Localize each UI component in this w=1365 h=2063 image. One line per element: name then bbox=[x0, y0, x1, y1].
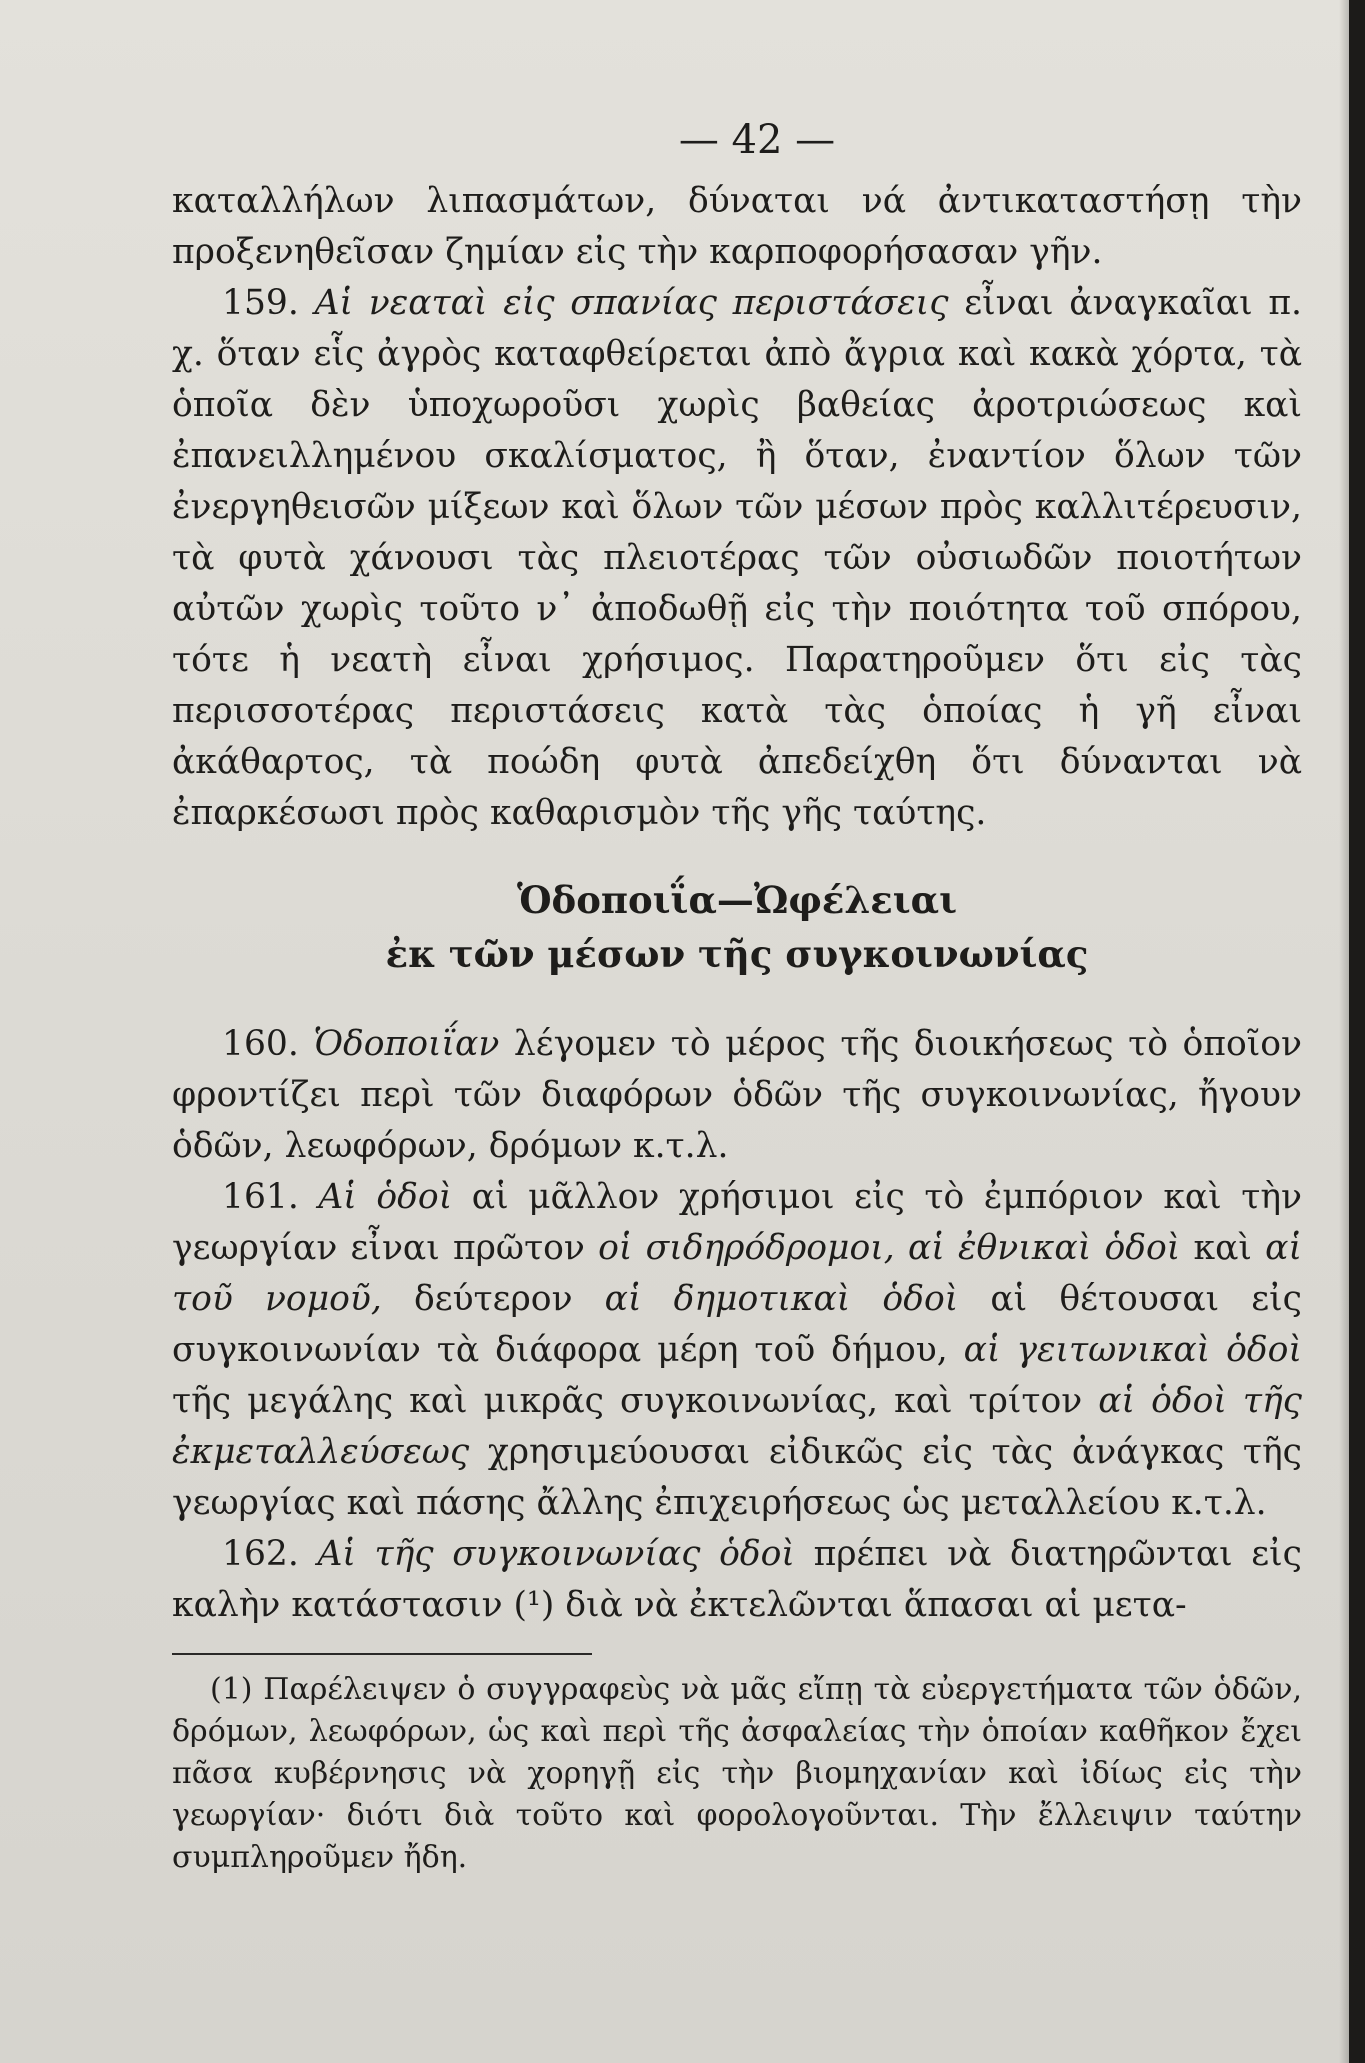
paragraph-161-text-1: αἱ μᾶλλον χρήσιμοι εἰς τὸ ἐμπόριον καὶ τὴν γεωργίαν εἶναι πρῶτον bbox=[172, 1177, 1302, 1268]
paragraph-161-text-6: χρησιμεύουσαι εἰδικῶς εἰς τὰς ἀνάγκας τῆς γεωργίας καὶ πάσης ἄλλης ἐπιχειρήσεως ὡς μεταλλείου κ.τ.λ. bbox=[172, 1432, 1302, 1523]
footnote-text: Παρέλειψεν ὁ συγγραφεὺς νὰ μᾶς εἴπῃ τὰ εὐεργετήματα τῶν ὁδῶν, δρόμων, λεωφόρων, ὡς καὶ περὶ τῆς ἀσφαλείας τὴν ὁποίαν καθῆκον ἔχει πᾶσα κυβέρνησις νὰ χορηγῇ εἰς τὴν βιομηχανίαν καὶ ἰδίως εἰς τὴν γεωργίαν· διότι διὰ τοῦτο καὶ φορολογοῦνται. Τὴν ἔλλειψιν ταύτην συμπληροῦμεν ἤδη. bbox=[172, 1672, 1302, 1875]
paragraph-159 bbox=[172, 278, 1302, 839]
section-heading bbox=[172, 873, 1302, 981]
paragraph-continuation bbox=[172, 176, 1302, 278]
paragraph-160-italic: Ὁδοποιΐαν bbox=[313, 1024, 500, 1064]
paragraph-161-italic-1: Αἱ ὁδοὶ bbox=[318, 1177, 453, 1217]
paragraph-161-text-5: τῆς μεγάλης καὶ μικρᾶς συγκοινωνίας, καὶ τρίτον bbox=[172, 1381, 1099, 1421]
paragraph-160 bbox=[172, 1019, 1302, 1172]
paragraph-162-text-1: πρέπει νὰ διατηρῶνται εἰς καλὴν κατάστασιν bbox=[172, 1534, 1302, 1625]
page-edge-shadow bbox=[1339, 0, 1349, 2063]
paragraph-162 bbox=[172, 1529, 1302, 1631]
paragraph-number-161: 161. bbox=[222, 1177, 299, 1217]
page-number: — 42 — bbox=[678, 117, 836, 163]
paragraph-number-160: 160. bbox=[222, 1024, 299, 1064]
text-block bbox=[172, 110, 1302, 1879]
paragraph-159-italic: Αἱ νεαταὶ εἰς σπανίας περιστάσεις bbox=[314, 283, 949, 323]
footnote-divider bbox=[172, 1653, 592, 1655]
section-heading-line-1: Ὁδοποιΐα—Ὠφέλειαι bbox=[516, 878, 958, 922]
paragraph-161-italic-3: αἱ τοῦ νομοῦ, bbox=[172, 1228, 1302, 1319]
continuation-text: καταλλήλων λιπασμάτων, δύναται νά ἀντικαταστήσῃ τὴν προξενηθεῖσαν ζημίαν εἰς τὴν καρποφορήσασαν γῆν. bbox=[172, 181, 1302, 272]
paragraph-162-italic: Αἱ τῆς συγκοινωνίας ὁδοὶ bbox=[317, 1534, 795, 1574]
paragraph-161 bbox=[172, 1172, 1302, 1529]
paragraph-161-italic-2: οἱ σιδηρόδρομοι, αἱ ἐθνικαὶ ὁδοὶ bbox=[598, 1228, 1181, 1268]
paragraph-161-italic-4: αἱ δημοτικαὶ ὁδοὶ bbox=[604, 1279, 959, 1319]
footnote bbox=[172, 1669, 1302, 1879]
paragraph-160-text: λέγομεν τὸ μέρος τῆς διοικήσεως τὸ ὁποῖον φροντίζει περὶ τῶν διαφόρων ὁδῶν τῆς συγκοινωνίας, ἤγουν ὁδῶν, λεωφόρων, δρόμων κ.τ.λ. bbox=[172, 1024, 1303, 1166]
footnote-reference[interactable]: (¹) bbox=[513, 1585, 555, 1625]
paragraph-number-159: 159. bbox=[222, 283, 299, 323]
paragraph-159-text: εἶναι ἀναγκαῖαι π. χ. ὅταν εἷς ἀγρὸς καταφθείρεται ἀπὸ ἄγρια καὶ κακὰ χόρτα, τὰ ὁποῖα δὲν ὑποχωροῦσι χωρὶς βαθείας ἀροτριώσεως καὶ ἐπανειλλημένου σκαλίσματος, ἢ ὅταν, ἐναντίον ὅλων τῶν ἐνεργηθεισῶν μίξεων καὶ ὅλων τῶν μέσων πρὸς καλλιτέρευσιν, τὰ φυτὰ χάνουσι τὰς πλειοτέρας τῶν οὐσιωδῶν ποιοτήτων αὐτῶν χωρὶς τοῦτο ν᾽ ἀποδωθῇ εἰς τὴν ποιότητα τοῦ σπόρου, τότε ἡ νεατὴ εἶναι χρήσιμος. Παρατηροῦμεν ὅτι εἰς τὰς περισσοτέρας περιστάσεις κατὰ τὰς ὁποίας ἡ γῆ εἶναι ἀκάθαρτος, τὰ ποώδη φυτὰ ἀπεδείχθη ὅτι δύνανται νὰ ἐπαρκέσωσι πρὸς καθαρισμὸν τῆς γῆς ταύτης. bbox=[172, 283, 1302, 833]
paragraph-161-italic-6: αἱ ὁδοὶ τῆς ἐκμεταλλεύσεως bbox=[172, 1381, 1302, 1472]
paragraph-162-text-2: διὰ νὰ ἐκτελῶνται ἅπασαι αἱ μετα- bbox=[554, 1585, 1187, 1625]
footnote-marker: (1) bbox=[210, 1672, 253, 1707]
paragraph-161-italic-5: αἱ γειτωνικαὶ ὁδοὶ bbox=[963, 1330, 1302, 1370]
page-edge bbox=[1349, 0, 1365, 2063]
paragraph-161-text-3: δεύτερον bbox=[381, 1279, 605, 1319]
paragraph-161-text-2: καὶ bbox=[1180, 1228, 1266, 1268]
paragraph-161-text-4: αἱ θέτουσαι εἰς συγκοινωνίαν τὰ διάφορα μέρη τοῦ δήμου, bbox=[172, 1279, 1303, 1370]
paragraph-number-162: 162. bbox=[222, 1534, 299, 1574]
section-heading-line-2: ἐκ τῶν μέσων τῆς συγκοινωνίας bbox=[385, 932, 1089, 976]
